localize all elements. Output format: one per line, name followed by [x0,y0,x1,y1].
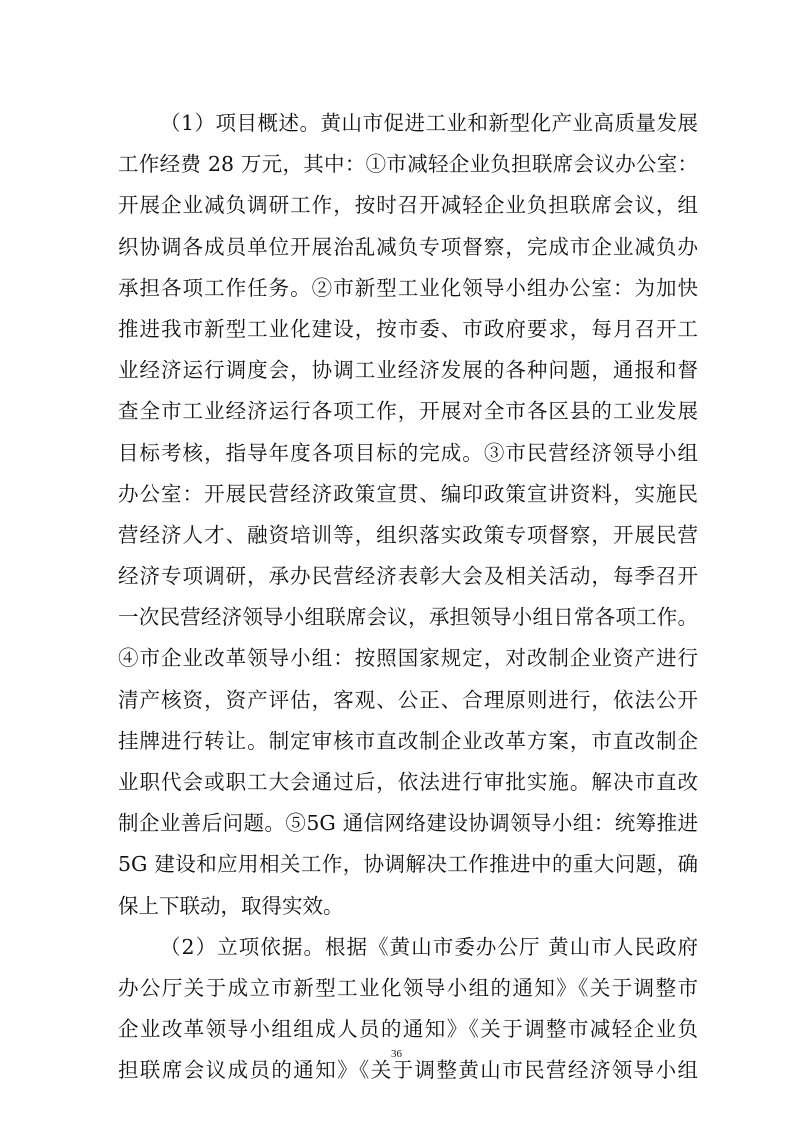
text-line: 承担各项工作任务。②市新型工业化领导小组办公室：为加快 [118,275,698,300]
text-line: 保上下联动，取得实效。 [118,893,344,918]
text-line: 办公室：开展民营经济政策宣贯、编印政策宣讲资料，实施民 [118,481,698,506]
text-line: 担联席会议成员的通知》《关于调整黄山市民营经济领导小组 [118,1058,698,1083]
text-line: 办公厅关于成立市新型工业化领导小组的通知》《关于调整市 [118,975,698,1000]
text-line: 营经济人才、融资培训等，组织落实政策专项督察，开展民营 [118,522,698,547]
text-line: 开展企业减负调研工作，按时召开减轻企业负担联席会议，组 [118,193,698,218]
text-line: 目标考核，指导年度各项目标的完成。③市民营经济领导小组 [118,440,698,465]
text-line: 一次民营经济领导小组联席会议，承担领导小组日常各项工作。 [118,605,698,630]
text-line: ④市企业改革领导小组：按照国家规定，对改制企业资产进行 [118,646,698,671]
text-line: 经济专项调研，承办民营经济表彰大会及相关活动，每季召开 [118,564,698,589]
text-line: 清产核资，资产评估，客观、公正、合理原则进行，依法公开 [118,687,698,712]
text-line: 挂牌进行转让。制定审核市直改制企业改革方案，市直改制企 [118,728,698,753]
text-line: （1）项目概述。黄山市促进工业和新型化产业高质量发展 [160,111,698,135]
body-text [118,103,698,1092]
text-line: 工作经费 28 万元，其中：①市减轻企业负担联席会议办公室： [118,152,698,177]
text-line: 推进我市新型工业化建设，按市委、市政府要求，每月召开工 [118,316,698,341]
text-line: 织协调各成员单位开展治乱减负专项督察，完成市企业减负办 [118,234,698,259]
paragraph-project-basis [118,927,698,1092]
text-line: （2）立项依据。根据《黄山市委办公厅 黄山市人民政府 [160,934,698,959]
text-line: 企业改革领导小组组成人员的通知》《关于调整市减轻企业负 [118,1017,698,1042]
paragraph-project-overview [118,103,698,927]
text-line: 业职代会或职工大会通过后，依法进行审批实施。解决市直改 [118,770,698,794]
text-line: 5G 建设和应用相关工作，协调解决工作推进中的重大问题，确 [118,852,698,877]
text-line: 业经济运行调度会，协调工业经济发展的各种问题，通报和督 [118,358,698,383]
text-line: 查全市工业经济运行各项工作，开展对全市各区县的工业发展 [118,399,698,424]
page-number: 36 [391,1048,402,1060]
text-line: 制企业善后问题。⑤5G 通信网络建设协调领导小组：统筹推进 [118,811,698,836]
